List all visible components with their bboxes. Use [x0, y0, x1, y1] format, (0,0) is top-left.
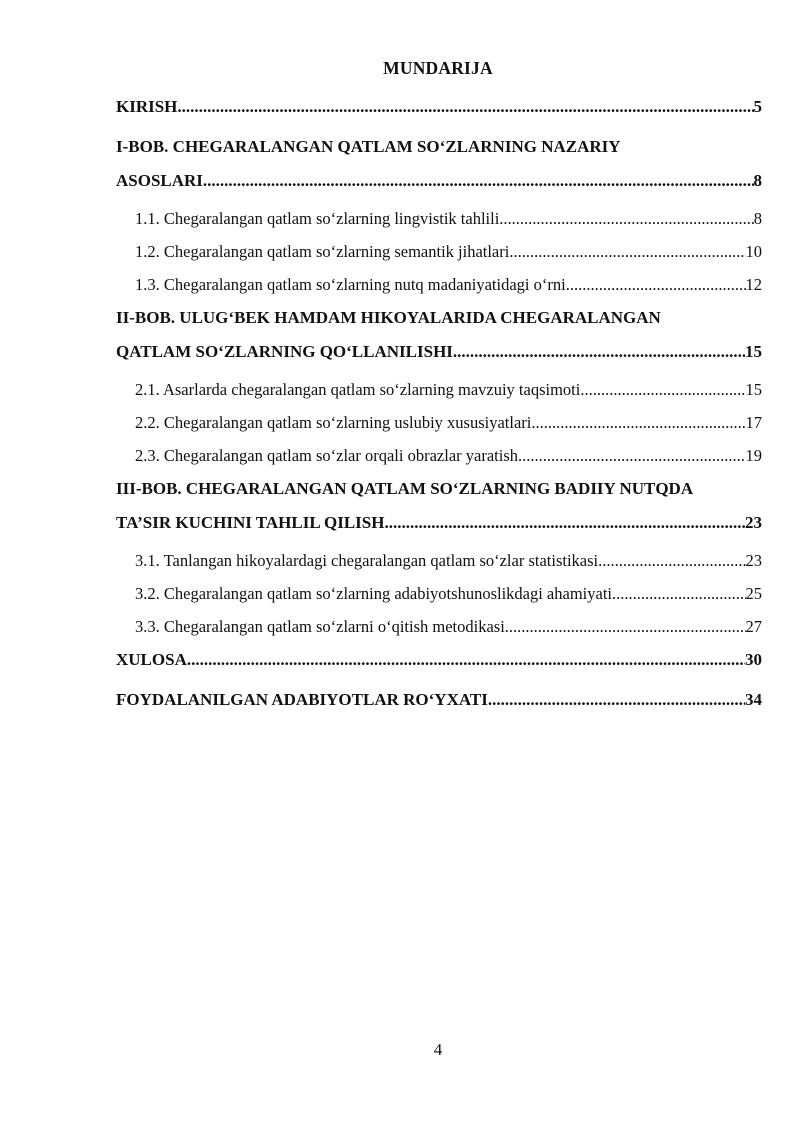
toc-entry-label: 1.3. Chegaralangan qatlam so‘zlarning nutq madaniyatidagi o‘rni — [135, 275, 566, 294]
toc-entry-section-1-2[interactable] — [116, 235, 762, 268]
toc-page-number: 23 — [745, 513, 762, 532]
toc-page-number: 8 — [753, 209, 762, 228]
dot-leader — [518, 439, 745, 472]
dot-leader — [505, 610, 746, 643]
toc-entry-label: 1.1. Chegaralangan qatlam so‘zlarning lingvistik tahlili — [135, 209, 500, 228]
toc-entry-label: 3.3. Chegaralangan qatlam so‘zlarni o‘qitish metodikasi — [135, 617, 505, 636]
toc-entry-section-2-1[interactable] — [116, 373, 762, 406]
toc-entry-section-3-1[interactable] — [116, 544, 762, 577]
toc-page-number: 27 — [745, 617, 762, 636]
toc-entry-chapter1[interactable] — [116, 164, 762, 198]
toc-entry-section-1-3[interactable] — [116, 268, 762, 301]
toc-chapter2-title-line1[interactable]: II-BOB. ULUG‘BEK HAMDAM HIKOYALARIDA CHEGARALANGAN — [116, 308, 661, 327]
toc-entry-label: QATLAM SO‘ZLARNING QO‘LLANILISHI — [116, 342, 453, 361]
toc-entry-chapter2[interactable] — [116, 335, 762, 369]
toc-entry-label: KIRISH — [116, 97, 178, 116]
dot-leader — [488, 683, 745, 717]
toc-page-number: 34 — [745, 690, 762, 709]
dot-leader — [566, 268, 746, 301]
toc-entry-label: 2.1. Asarlarda chegaralangan qatlam so‘zlarning mavzuiy taqsimoti — [135, 380, 581, 399]
toc-entry-label: 1.2. Chegaralangan qatlam so‘zlarning semantik jihatlari — [135, 242, 510, 261]
toc-entry-section-3-3[interactable] — [116, 610, 762, 643]
toc-page-number: 5 — [753, 97, 762, 116]
toc-page-number: 15 — [745, 380, 762, 399]
toc-chapter3-title-line1[interactable]: III-BOB. CHEGARALANGAN QATLAM SO‘ZLARNING BADIIY NUTQDA — [116, 479, 694, 498]
toc-entry-chapter3[interactable] — [116, 506, 762, 540]
dot-leader — [598, 544, 745, 577]
toc-entry-label: 3.2. Chegaralangan qatlam so‘zlarning adabiyotshunoslikdagi ahamiyati — [135, 584, 612, 603]
toc-page-number: 12 — [745, 275, 762, 294]
toc-entry-label: 3.1. Tanlangan hikoyalardagi chegaralangan qatlam so‘zlar statistikasi — [135, 551, 599, 570]
toc-page-number: 10 — [745, 242, 762, 261]
toc-chapter1-title-line1[interactable]: I-BOB. CHEGARALANGAN QATLAM SO‘ZLARNING NAZARIY — [116, 137, 621, 156]
dot-leader — [612, 577, 746, 610]
toc-entry-label: ASOSLARI — [116, 171, 203, 190]
toc-entry-conclusion[interactable] — [116, 643, 762, 677]
toc-entry-section-3-2[interactable] — [116, 577, 762, 610]
table-of-contents — [116, 90, 762, 717]
toc-entry-section-2-3[interactable] — [116, 439, 762, 472]
toc-entry-label: TA’SIR KUCHINI TAHLIL QILISH — [116, 513, 385, 532]
toc-page-number: 8 — [753, 171, 762, 190]
dot-leader — [580, 373, 745, 406]
dot-leader — [187, 643, 745, 677]
dot-leader — [531, 406, 745, 439]
page-number: 4 — [433, 1040, 443, 1059]
toc-page-number: 19 — [745, 446, 762, 465]
toc-page-number: 17 — [745, 413, 762, 432]
toc-entry-label: FOYDALANILGAN ADABIYOTLAR RO‘YXATI — [116, 690, 488, 709]
dot-leader — [384, 506, 745, 540]
toc-entry-section-1-1[interactable] — [116, 202, 762, 235]
toc-entry-label: XULOSA — [116, 650, 187, 669]
dot-leader — [453, 335, 745, 369]
dot-leader — [203, 164, 754, 198]
toc-heading: MUNDARIJA — [383, 58, 493, 78]
toc-entry-label: 2.2. Chegaralangan qatlam so‘zlarning uslubiy xususiyatlari — [135, 413, 532, 432]
toc-page-number: 15 — [745, 342, 762, 361]
toc-entry-section-2-2[interactable] — [116, 406, 762, 439]
toc-page-number: 30 — [745, 650, 762, 669]
toc-entry-label: 2.3. Chegaralangan qatlam so‘zlar orqali obrazlar yaratish — [135, 446, 519, 465]
toc-entry-intro[interactable] — [116, 90, 762, 124]
toc-entry-references[interactable] — [116, 683, 762, 717]
dot-leader — [509, 235, 745, 268]
dot-leader — [499, 202, 753, 235]
toc-page-number: 23 — [745, 551, 762, 570]
dot-leader — [177, 90, 753, 124]
toc-page-number: 25 — [745, 584, 762, 603]
